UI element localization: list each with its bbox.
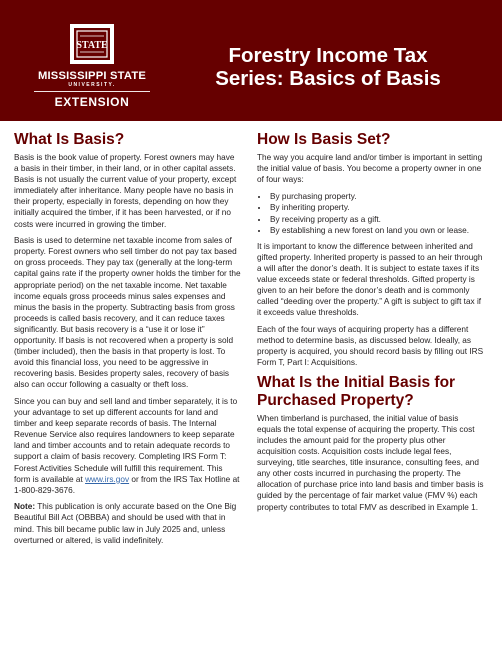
irs-website-link[interactable]: www.irs.gov <box>85 474 130 484</box>
left-column <box>14 131 241 551</box>
logo-divider <box>34 91 150 92</box>
text-span: or from the IRS Tax Hotline at 1-800-829-3676. <box>14 474 240 495</box>
list-item: • By purchasing property. <box>269 191 484 203</box>
header-banner <box>0 0 502 121</box>
paragraph: It is important to know the difference between inherited and gifted property. Inherited property is passed to an heir through a will after the donor’s death. It is subject to estate taxes if its value exceeds state or federal thresholds. Gifted property is given to an heir before the donor’s death and is commonly called “deeding over the property.” A gift is subject to gift tax if it exceeds value thresholds. <box>257 241 483 318</box>
paragraph: The way you acquire land and/or timber is important in setting the initial value of basis. You become a property owner in one of four ways: <box>257 153 483 185</box>
paragraph: Basis is the book value of property. Forest owners may have a basis in their timber, in their land, or in other capital assets. Basis is not usually the current value of your property, except immediately after inheritance. Many people have no basis in their property, especially in forests, depending on how they initially acquired the timber, if it has been harvested, or if no costs were incurred in growing the timber. <box>14 153 237 229</box>
university-subtext: UNIVERSITY. <box>68 82 116 88</box>
heading-how-is-basis-set: How Is Basis Set? <box>257 131 391 148</box>
paragraph-irs-form <box>14 396 241 496</box>
msu-seal-icon <box>65 22 119 66</box>
paragraph: Each of the four ways of acquiring property has a different method to determine basis, as discussed below. Ideally, as property is acquired, you should record basis by filling out IRS Form T, Part I: Acquisitions. <box>257 324 484 368</box>
heading-line: Purchased Property? <box>257 391 414 409</box>
university-name: MISSISSIPPI STATE <box>37 70 147 82</box>
paragraph: Basis is used to determine net taxable income from sales of property. Forest owners who sell timber do not pay tax based on gross proceeds. They pay tax (generally at the long-term capital gains rate if the property owner holds the timber for the appropriate period) on the net taxable income. Net taxable income equals gross proceeds minus sales expenses and minus the basis in the property. Subtracting basis from gross proceeds is called basis recovery, and it can reduce taxes significantly. But basis recovery is a “use it or lose it” opportunity. If basis is not recovered when a property is sold (timber included), then the basis in that property is lost. To avoid this financial loss, you need to be aggressive in recovering basis. Besides property sales, recovery of basis also can occur following a casualty or theft loss. <box>14 236 241 390</box>
right-column <box>257 131 484 518</box>
note-label: Note: <box>14 502 36 512</box>
text-span: Since you can buy and sell land and timber separately, it is to your advantage to set up different accounts for land and timber and keep separate records of basis. The Internal Revenue Service also requires landowners to keep separate land and timber accounts and to retain adequate records to support a claim of basis recovery. Completing IRS Form T: Forest Activities Schedule will fulfill this requirement. This form is available at <box>14 396 238 484</box>
acquisition-methods-list <box>257 191 484 237</box>
list-item: • By inheriting property. <box>269 202 484 214</box>
title-line-1: Forestry Income Tax <box>228 44 428 67</box>
heading-initial-basis <box>257 374 484 410</box>
note-paragraph <box>14 501 241 545</box>
title-line-2: Series: Basics of Basis <box>215 67 441 90</box>
note-text: This publication is only accurate based on the One Big Beautiful Bill Act (OBBBA) and should be used with that in mind. This bill became public law in July 2025 and, unless overturned or altered, is valid indefinitely. <box>14 502 237 545</box>
list-item: • By establishing a new forest on land you own or lease. <box>269 225 484 237</box>
heading-line: What Is the Initial Basis for <box>257 373 456 391</box>
extension-label: EXTENSION <box>54 95 130 109</box>
msu-extension-logo <box>32 22 152 117</box>
list-item: • By receiving property as a gift. <box>269 214 484 226</box>
seal-text: STATE <box>76 40 108 51</box>
page-title <box>168 44 488 90</box>
heading-what-is-basis: What Is Basis? <box>14 131 125 148</box>
paragraph: When timberland is purchased, the initial value of basis equals the total expense of acquiring the property. This cost includes the amount paid for the property plus other acquisition costs. Acquisition costs include legal fees, surveying, title searches, title insurance, consulting fees, and any other costs incurred in purchasing the property. The allocation of purchase price into land basis and timber basis is guided by the percentage of fair market value (FMV %) each property contributes to total FMV as described in Example 1. <box>257 413 484 512</box>
